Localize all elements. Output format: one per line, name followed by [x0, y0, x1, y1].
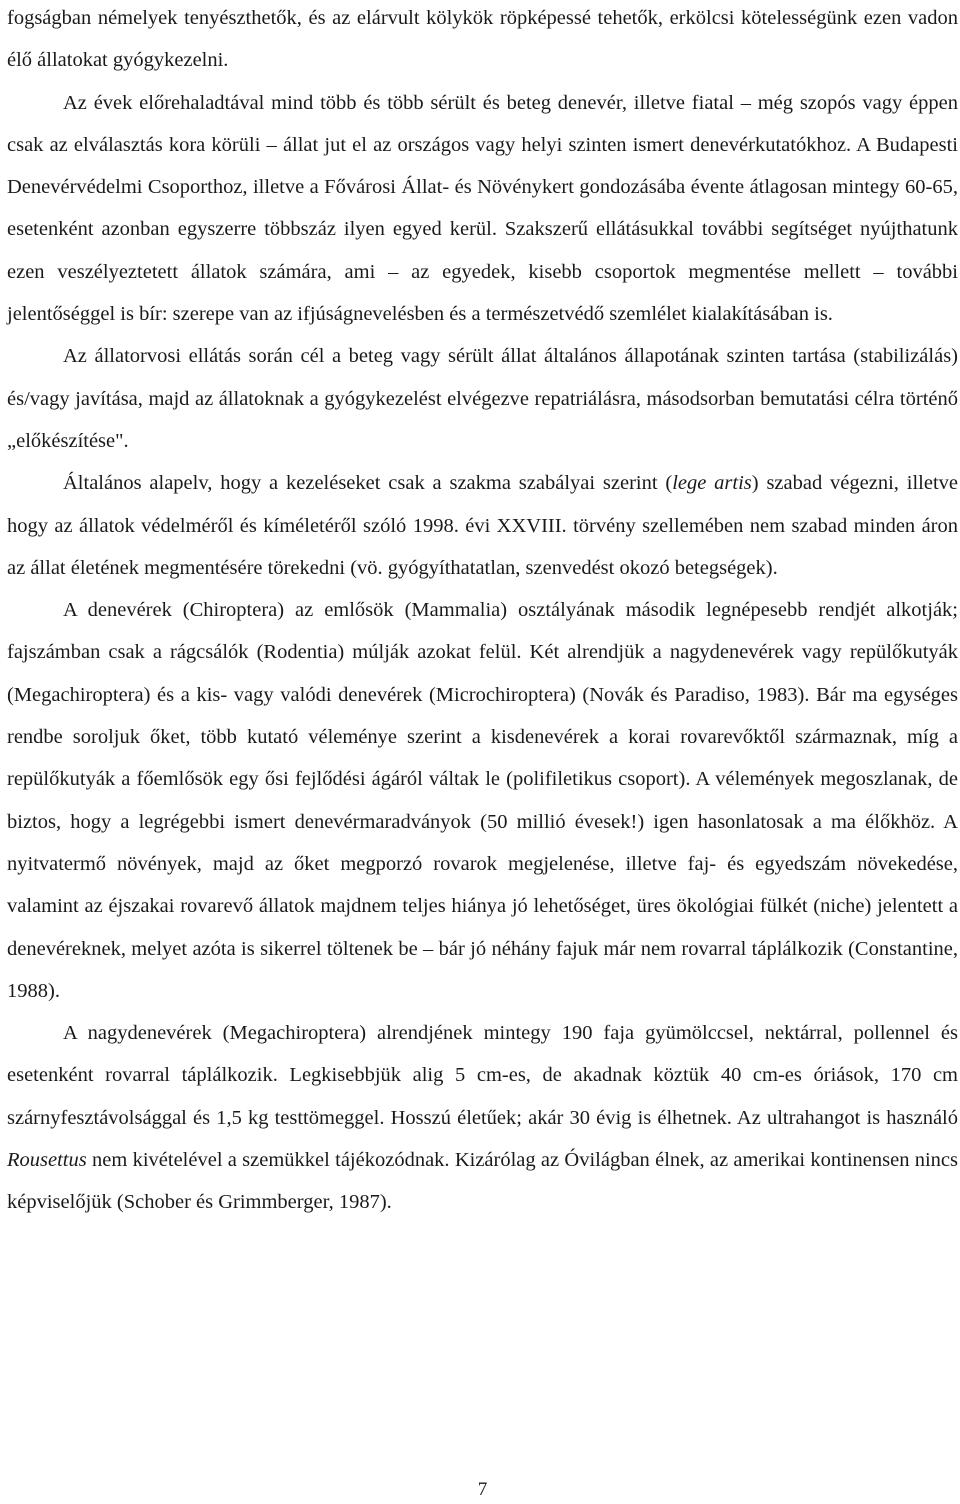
page-number: 7: [477, 1479, 488, 1500]
paragraph-4-text-a: Általános alapelv, hogy a kezeléseket csak a szakma szabályai szerint (: [63, 472, 673, 495]
paragraph-5: [7, 589, 958, 1012]
paragraph-1-text: fogságban némelyek tenyészthetők, és az elárvult kölykök röpképessé tehetők, erkölcsi kötelességünk ezen vadon élő állatokat gyógykezelni.: [7, 7, 958, 72]
paragraph-5-text: A denevérek (Chiroptera) az emlősök (Mammalia) osztályának második legnépesebb rendjét alkotják; fajszámban csak a rágcsálók (Rodentia) múlják azokat felül. Két alrendjük a nagydenevérek vagy repülőkutyák (Megachiroptera) és a kis- vagy valódi denevérek (Microchiroptera) (Novák és Paradiso, 1983). Bár ma egységes rendbe soroljuk őket, több kutató véleménye szerint a kisdenevérek a korai rovarevőktől származnak, míg a repülőkutyák a főemlősök egy ősi fejlődési ágáról váltak le (polifiletikus csoport). A vélemények megoszlanak, de biztos, hogy a legrégebbi ismert denevérmaradványok (50 millió évesek!) igen hasonlatosak a ma élőkhöz. A nyitvatermő növények, majd az őket megporzó rovarok megjelenése, illetve faj- és egyedszám növekedése, valamint az éjszakai rovarevő állatok majdnem teljes hiánya jó lehetőséget, üres ökológiai fülkét (niche) jelentett a denevéreknek, melyet azóta is sikerrel töltenek be – bár jó néhány fajuk már nem rovarral táplálkozik (Constantine, 1988).: [7, 599, 958, 1002]
paragraph-1: [7, 0, 958, 82]
paragraph-6-text-b: nem kivételével a szemükkel tájékozódnak. Kizárólag az Óvilágban élnek, az amerikai kontinensen nincs képviselőjük (Schober és Grimmberger, 1987).: [7, 1149, 958, 1214]
paragraph-6-italic-genus: Rousettus: [7, 1149, 87, 1172]
document-page: [7, 0, 958, 1504]
paragraph-6: [7, 1012, 958, 1223]
paragraph-4-text-b: ) szabad végezni, illetve hogy az állatok védelméről és kíméletéről szóló 1998. évi XXVIII. törvény szellemében nem szabad minden áron az állat életének megmentésére törekedni (vö. gyógyíthatatlan, szenvedést okozó betegségek).: [7, 472, 958, 579]
paragraph-3: [7, 335, 958, 462]
paragraph-4: [7, 462, 958, 589]
paragraph-2-text: Az évek előrehaladtával mind több és több sérült és beteg denevér, illetve fiatal – még szopós vagy éppen csak az elválasztás kora körüli – állat jut el az országos vagy helyi szinten ismert denevérkutatókhoz. A Budapesti Denevérvédelmi Csoporthoz, illetve a Fővárosi Állat- és Növénykert gondozásába évente átlagosan mintegy 60-65, esetenként azonban egyszerre többszáz ilyen egyed kerül. Szakszerű ellátásukkal további segítséget nyújthatunk ezen veszélyeztetett állatok számára, ami – az egyedek, kisebb csoportok megmentése mellett – további jelentőséggel is bír: szerepe van az ifjúságnevelésben és a természetvédő szemlélet kialakításában is.: [7, 91, 958, 326]
body-text: [7, 0, 958, 1224]
paragraph-4-italic-term: lege artis: [672, 472, 752, 495]
paragraph-3-text: Az állatorvosi ellátás során cél a beteg vagy sérült állat általános állapotának szinten tartása (stabilizálás) és/vagy javítása, majd az állatoknak a gyógykezelést elvégezve repatriálásra, másodsorban bemutatási célra történő „előkészítése".: [7, 345, 958, 452]
paragraph-2: [7, 82, 958, 336]
paragraph-6-text-a: A nagydenevérek (Megachiroptera) alrendjének mintegy 190 faja gyümölccsel, nektárral, pollennel és esetenként rovarral táplálkozik. Legkisebbjük alig 5 cm-es, de akadnak köztük 40 cm-es óriások, 170 cm szárnyfesztávolsággal és 1,5 kg testtömeggel. Hosszú életűek; akár 30 évig is élhetnek. Az ultrahangot is használó: [7, 1022, 958, 1129]
